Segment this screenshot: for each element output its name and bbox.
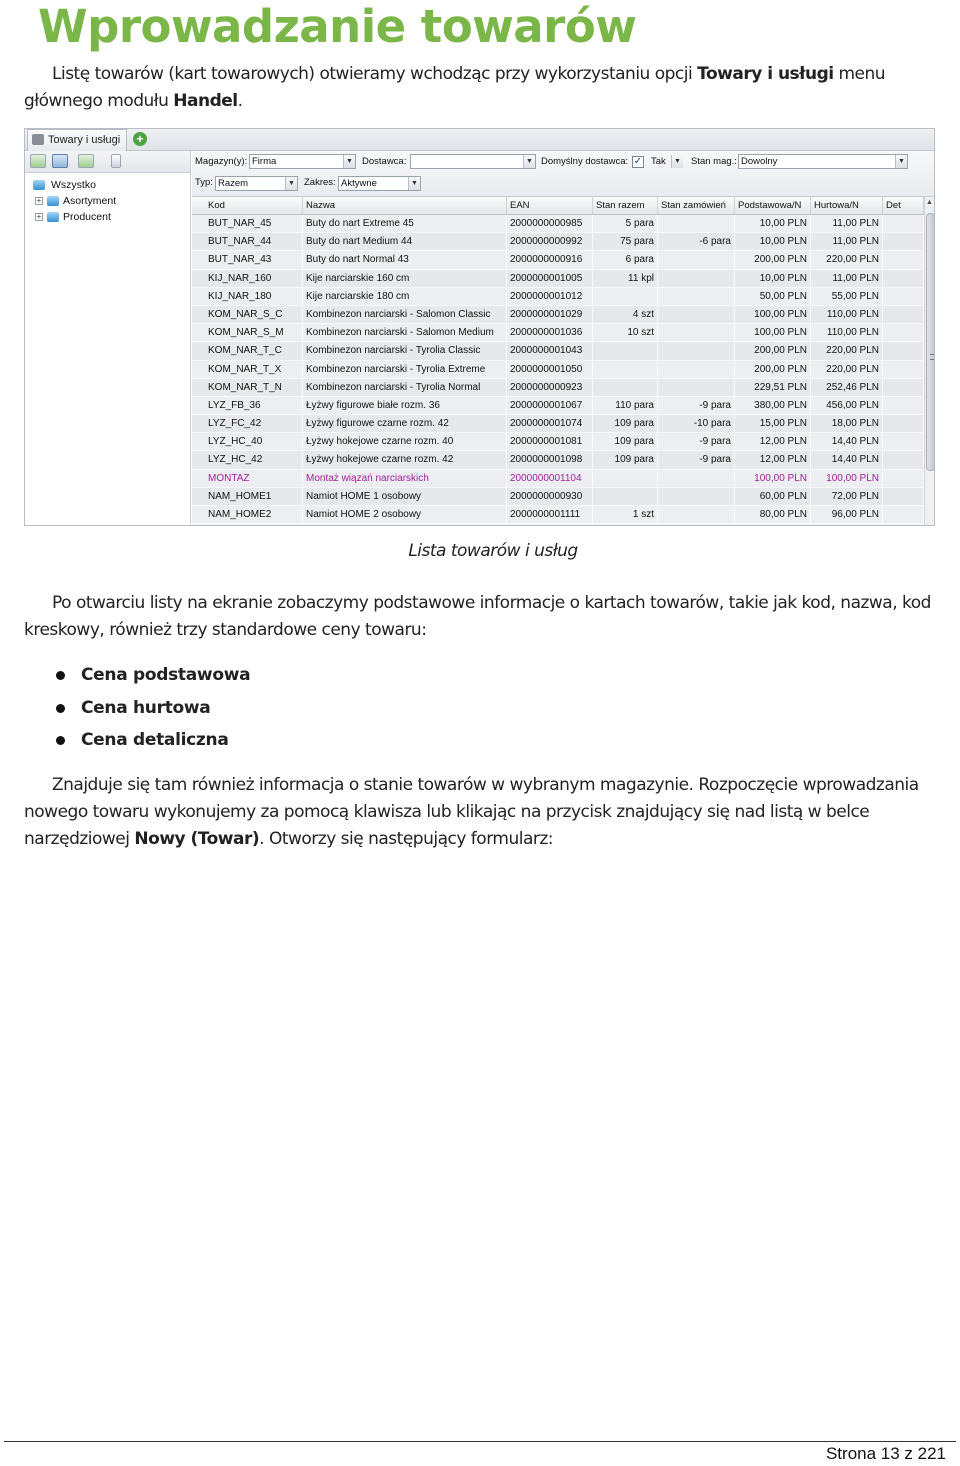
cell-ean: 2000000000985 <box>507 215 593 232</box>
cell-hurtowa: 110,00 PLN <box>811 306 883 323</box>
cell-detaliczna <box>883 288 924 305</box>
table-row[interactable] <box>192 306 924 324</box>
cell-stan-zamowien <box>658 379 735 396</box>
cell-stan-razem: 75 para <box>593 233 658 250</box>
scrollbar-thumb[interactable] <box>926 213 935 471</box>
screenshot-tab-bar <box>25 129 934 151</box>
cell-nazwa: Kije narciarskie 160 cm <box>303 270 507 287</box>
default-supplier-checkbox[interactable]: ✓ <box>633 156 643 167</box>
cell-detaliczna <box>883 342 924 359</box>
cell-stan-razem: 109 para <box>593 433 658 450</box>
cell-podstawowa: 50,00 PLN <box>735 288 811 305</box>
chevron-down-icon: ▼ <box>285 177 297 190</box>
cell-podstawowa: 200,00 PLN <box>735 361 811 378</box>
tree-item-all[interactable]: Wszystko <box>29 177 116 193</box>
cell-stan-razem <box>593 488 658 505</box>
cell-kod: LYZ_FB_36 <box>192 397 303 414</box>
cell-detaliczna <box>883 451 924 468</box>
chevron-down-icon: ▼ <box>523 155 535 168</box>
cell-stan-zamowien <box>658 470 735 487</box>
instructions-paragraph: Znajduje się tam również informacja o stanie towarów w wybranym magazynie. Rozpoczęcie wprowadzania nowego towaru wykonujemy za pomocą klawisza lub klikając na przycisk znajdujący się nad listą w belce narzędziowej Nowy (Towar). Otworzy się następujący formularz: <box>24 775 919 849</box>
table-row[interactable] <box>192 361 924 379</box>
cell-stan-zamowien <box>658 270 735 287</box>
bullet-icon <box>56 671 65 680</box>
cell-stan-zamowien <box>658 361 735 378</box>
table-row[interactable] <box>192 433 924 451</box>
cell-kod: KOM_NAR_S_M <box>192 324 303 341</box>
cell-kod: LYZ_FC_42 <box>192 415 303 432</box>
cell-detaliczna <box>883 215 924 232</box>
cell-stan-razem <box>593 361 658 378</box>
cell-ean: 2000000001050 <box>507 361 593 378</box>
price-list <box>56 662 250 760</box>
cell-detaliczna <box>883 397 924 414</box>
list-item: Cena hurtowa <box>56 695 250 728</box>
cell-nazwa: Namiot HOME 2 osobowy <box>303 506 507 523</box>
default-supplier-combo[interactable] <box>628 154 684 169</box>
cell-stan-zamowien <box>658 342 735 359</box>
cell-stan-zamowien: -6 para <box>658 233 735 250</box>
cell-detaliczna <box>883 433 924 450</box>
cell-nazwa: Kombinezon narciarski - Tyrolia Extreme <box>303 361 507 378</box>
column-header-stan-razem[interactable]: Stan razem <box>593 197 658 214</box>
cell-hurtowa: 220,00 PLN <box>811 361 883 378</box>
table-row[interactable] <box>192 288 924 306</box>
chevron-down-icon: ▼ <box>895 155 907 168</box>
table-row[interactable] <box>192 251 924 269</box>
warehouse-label: Magazyn(y): <box>195 156 248 167</box>
cell-podstawowa: 380,00 PLN <box>735 397 811 414</box>
cell-hurtowa: 14,40 PLN <box>811 451 883 468</box>
cell-stan-zamowien <box>658 306 735 323</box>
column-header-ean[interactable]: EAN <box>507 197 593 214</box>
cell-kod: BUT_NAR_43 <box>192 251 303 268</box>
cell-hurtowa: 456,00 PLN <box>811 397 883 414</box>
page-heading: Wprowadzanie towarów <box>38 0 637 53</box>
cell-nazwa: Kije narciarskie 180 cm <box>303 288 507 305</box>
cell-podstawowa: 15,00 PLN <box>735 415 811 432</box>
cell-detaliczna <box>883 470 924 487</box>
products-icon <box>32 134 44 145</box>
table-row[interactable] <box>192 451 924 469</box>
cell-ean: 2000000000930 <box>507 488 593 505</box>
table-row[interactable] <box>192 270 924 288</box>
cell-kod: KOM_NAR_T_X <box>192 361 303 378</box>
button-name: Nowy (Towar) <box>134 829 260 849</box>
bullet-icon <box>56 736 65 745</box>
table-row[interactable] <box>192 233 924 251</box>
cell-ean: 2000000001029 <box>507 306 593 323</box>
cell-kod: KIJ_NAR_180 <box>192 288 303 305</box>
cell-nazwa: Łyżwy figurowe czarne rozm. 42 <box>303 415 507 432</box>
cell-ean: 2000000001081 <box>507 433 593 450</box>
scroll-up-icon[interactable]: ▲ <box>926 199 933 206</box>
cell-podstawowa: 100,00 PLN <box>735 470 811 487</box>
cell-kod: BUT_NAR_44 <box>192 233 303 250</box>
type-label: Typ: <box>195 177 213 188</box>
range-select[interactable]: Aktywne ▼ <box>338 176 421 191</box>
cell-ean: 2000000001104 <box>507 470 593 487</box>
cell-nazwa: Łyżwy hokejowe czarne rozm. 40 <box>303 433 507 450</box>
cell-detaliczna <box>883 415 924 432</box>
list-item: Cena podstawowa <box>56 662 250 695</box>
cell-detaliczna <box>883 233 924 250</box>
column-header-stan-zamowien[interactable]: Stan zamówień <box>658 197 735 214</box>
cell-hurtowa: 11,00 PLN <box>811 270 883 287</box>
cell-ean: 2000000001005 <box>507 270 593 287</box>
cell-stan-zamowien <box>658 324 735 341</box>
cell-kod: MONTAZ <box>192 470 303 487</box>
cell-hurtowa: 110,00 PLN <box>811 324 883 341</box>
document-icon[interactable] <box>111 154 121 168</box>
cell-hurtowa: 100,00 PLN <box>811 470 883 487</box>
cell-hurtowa: 11,00 PLN <box>811 215 883 232</box>
cell-ean: 2000000000916 <box>507 251 593 268</box>
table-header <box>192 197 924 215</box>
cell-hurtowa: 14,40 PLN <box>811 433 883 450</box>
page-number: Strona 13 z 221 <box>825 1444 946 1463</box>
cell-ean: 2000000001012 <box>507 288 593 305</box>
cell-podstawowa: 12,00 PLN <box>735 433 811 450</box>
category-tree <box>29 177 116 225</box>
cell-nazwa: Kombinezon narciarski - Tyrolia Classic <box>303 342 507 359</box>
column-header-kod[interactable]: Kod <box>192 197 303 214</box>
tree-toolbar <box>25 151 190 173</box>
cell-podstawowa: 10,00 PLN <box>735 215 811 232</box>
cell-nazwa: Buty do nart Normal 43 <box>303 251 507 268</box>
product-table <box>192 197 924 524</box>
cell-nazwa: Buty do nart Medium 44 <box>303 233 507 250</box>
stock-label: Stan mag.: <box>691 156 737 167</box>
list-item: Cena detaliczna <box>56 727 250 760</box>
cell-stan-zamowien <box>658 215 735 232</box>
cell-stan-razem: 6 para <box>593 251 658 268</box>
cell-podstawowa: 200,00 PLN <box>735 251 811 268</box>
grip-icon <box>930 354 934 360</box>
cell-detaliczna <box>883 361 924 378</box>
cell-podstawowa: 200,00 PLN <box>735 342 811 359</box>
cell-hurtowa: 220,00 PLN <box>811 251 883 268</box>
cell-stan-razem <box>593 342 658 359</box>
cell-detaliczna <box>883 306 924 323</box>
cell-nazwa: Namiot HOME 1 osobowy <box>303 488 507 505</box>
cell-nazwa: Buty do nart Extreme 45 <box>303 215 507 232</box>
cell-stan-zamowien: -10 para <box>658 415 735 432</box>
cell-nazwa: Kombinezon narciarski - Tyrolia Normal <box>303 379 507 396</box>
cell-nazwa: Łyżwy hokejowe czarne rozm. 42 <box>303 451 507 468</box>
supplier-label: Dostawca: <box>362 156 407 167</box>
table-body <box>192 215 924 524</box>
cell-stan-razem <box>593 379 658 396</box>
cell-stan-razem: 4 szt <box>593 306 658 323</box>
module-name: Handel <box>173 91 238 111</box>
tab-towary-i-uslugi[interactable]: Towary i usługi <box>27 129 127 151</box>
chevron-down-icon: ▼ <box>343 155 355 168</box>
default-supplier-value: Tak <box>651 156 666 167</box>
cell-kod: LYZ_HC_40 <box>192 433 303 450</box>
cell-kod: KOM_NAR_S_C <box>192 306 303 323</box>
expand-icon[interactable]: + <box>36 196 42 205</box>
column-header-nazwa[interactable]: Nazwa <box>303 197 507 214</box>
cell-detaliczna <box>883 379 924 396</box>
cell-hurtowa: 18,00 PLN <box>811 415 883 432</box>
cell-ean: 2000000001067 <box>507 397 593 414</box>
cell-podstawowa: 80,00 PLN <box>735 506 811 523</box>
footer-divider <box>4 1441 956 1442</box>
cell-detaliczna <box>883 270 924 287</box>
table-row[interactable] <box>192 215 924 233</box>
type-select[interactable]: Razem ▼ <box>215 176 298 191</box>
vertical-scrollbar[interactable] <box>924 197 935 526</box>
grid-view-icon[interactable] <box>52 154 68 168</box>
cell-stan-zamowien: -9 para <box>658 433 735 450</box>
cell-stan-zamowien: -9 para <box>658 397 735 414</box>
cell-stan-zamowien <box>658 288 735 305</box>
cell-ean: 2000000001098 <box>507 451 593 468</box>
cell-stan-razem: 109 para <box>593 451 658 468</box>
cell-kod: BUT_NAR_45 <box>192 215 303 232</box>
column-header-detaliczna[interactable]: Det <box>883 197 924 214</box>
warehouse-select[interactable]: Firma ▼ <box>249 154 356 169</box>
cell-podstawowa: 229,51 PLN <box>735 379 811 396</box>
expand-icon[interactable]: + <box>36 212 42 221</box>
cell-kod: LYZ_HC_42 <box>192 451 303 468</box>
range-label: Zakres: <box>304 177 336 188</box>
cell-stan-zamowien <box>658 506 735 523</box>
cell-kod: KOM_NAR_T_N <box>192 379 303 396</box>
cell-hurtowa: 72,00 PLN <box>811 488 883 505</box>
cell-kod: KOM_NAR_T_C <box>192 342 303 359</box>
cell-ean: 2000000001074 <box>507 415 593 432</box>
cell-hurtowa: 11,00 PLN <box>811 233 883 250</box>
bullet-icon <box>56 704 65 713</box>
cell-detaliczna <box>883 506 924 523</box>
figure-caption: Lista towarów i usług <box>408 541 578 561</box>
cell-stan-razem <box>593 470 658 487</box>
cell-ean: 2000000000923 <box>507 379 593 396</box>
tree-item-assortment[interactable]: + Asortyment <box>36 195 117 207</box>
category-panel <box>25 151 191 526</box>
menu-option-name: Towary i usługi <box>697 64 834 84</box>
tree-item-producer[interactable]: + Producent <box>36 211 111 223</box>
cell-kod: NAM_HOME2 <box>192 506 303 523</box>
cell-detaliczna <box>883 324 924 341</box>
table-row[interactable] <box>192 397 924 415</box>
cell-stan-razem: 11 kpl <box>593 270 658 287</box>
cell-podstawowa: 10,00 PLN <box>735 270 811 287</box>
table-row[interactable] <box>192 415 924 433</box>
cell-podstawowa: 100,00 PLN <box>735 306 811 323</box>
default-supplier-label: Domyślny dostawca: <box>541 156 629 167</box>
cell-stan-razem: 5 para <box>593 215 658 232</box>
table-row[interactable] <box>192 324 924 342</box>
stock-select[interactable]: Dowolny ▼ <box>738 154 908 169</box>
chevron-down-icon: ▼ <box>671 155 683 168</box>
cell-stan-zamowien <box>658 488 735 505</box>
folder-icon <box>33 180 45 190</box>
tree-view-icon[interactable] <box>30 154 46 168</box>
cell-detaliczna <box>883 251 924 268</box>
cell-stan-zamowien: -9 para <box>658 451 735 468</box>
cell-ean: 2000000001043 <box>507 342 593 359</box>
description-paragraph: Po otwarciu listy na ekranie zobaczymy podstawowe informacje o kartach towarów, takie jak kod, nazwa, kod kreskowy, również trzy standardowe ceny towaru: <box>24 593 931 640</box>
folder-icon <box>47 212 59 222</box>
column-header-hurtowa[interactable]: Hurtowa/N <box>811 197 883 214</box>
chevron-down-icon: ▼ <box>408 177 420 190</box>
add-tab-icon[interactable]: + <box>133 132 147 146</box>
cell-ean: 2000000001036 <box>507 324 593 341</box>
table-row[interactable] <box>192 488 924 506</box>
table-row[interactable] <box>192 379 924 397</box>
column-header-podstawowa[interactable]: Podstawowa/N <box>735 197 811 214</box>
intro-paragraph: Listę towarów (kart towarowych) otwieramy wchodząc przy wykorzystaniu opcji Towary i usługi menu głównego modułu Handel. <box>24 64 886 111</box>
cell-podstawowa: 60,00 PLN <box>735 488 811 505</box>
table-row[interactable] <box>192 470 924 488</box>
cell-ean: 2000000000992 <box>507 233 593 250</box>
cell-podstawowa: 12,00 PLN <box>735 451 811 468</box>
product-list-panel <box>192 151 935 526</box>
cell-ean: 2000000001111 <box>507 506 593 523</box>
table-row[interactable] <box>192 506 924 524</box>
cell-kod: NAM_HOME1 <box>192 488 303 505</box>
cell-kod: KIJ_NAR_160 <box>192 270 303 287</box>
folder-icon[interactable] <box>78 154 94 168</box>
cell-nazwa: Łyżwy figurowe białe rozm. 36 <box>303 397 507 414</box>
cell-hurtowa: 252,46 PLN <box>811 379 883 396</box>
cell-podstawowa: 10,00 PLN <box>735 233 811 250</box>
folder-icon <box>47 196 59 206</box>
cell-nazwa: Montaż wiązań narciarskich <box>303 470 507 487</box>
cell-nazwa: Kombinezon narciarski - Salomon Classic <box>303 306 507 323</box>
cell-stan-razem <box>593 288 658 305</box>
product-list-screenshot <box>24 128 935 526</box>
cell-stan-razem: 110 para <box>593 397 658 414</box>
cell-nazwa: Kombinezon narciarski - Salomon Medium <box>303 324 507 341</box>
filter-bar <box>192 151 935 197</box>
cell-hurtowa: 220,00 PLN <box>811 342 883 359</box>
cell-stan-razem: 1 szt <box>593 506 658 523</box>
cell-stan-razem: 10 szt <box>593 324 658 341</box>
supplier-select[interactable] <box>410 154 536 169</box>
cell-detaliczna <box>883 488 924 505</box>
cell-hurtowa: 96,00 PLN <box>811 506 883 523</box>
cell-stan-razem: 109 para <box>593 415 658 432</box>
cell-podstawowa: 100,00 PLN <box>735 324 811 341</box>
cell-hurtowa: 55,00 PLN <box>811 288 883 305</box>
cell-stan-zamowien <box>658 251 735 268</box>
table-row[interactable] <box>192 342 924 360</box>
